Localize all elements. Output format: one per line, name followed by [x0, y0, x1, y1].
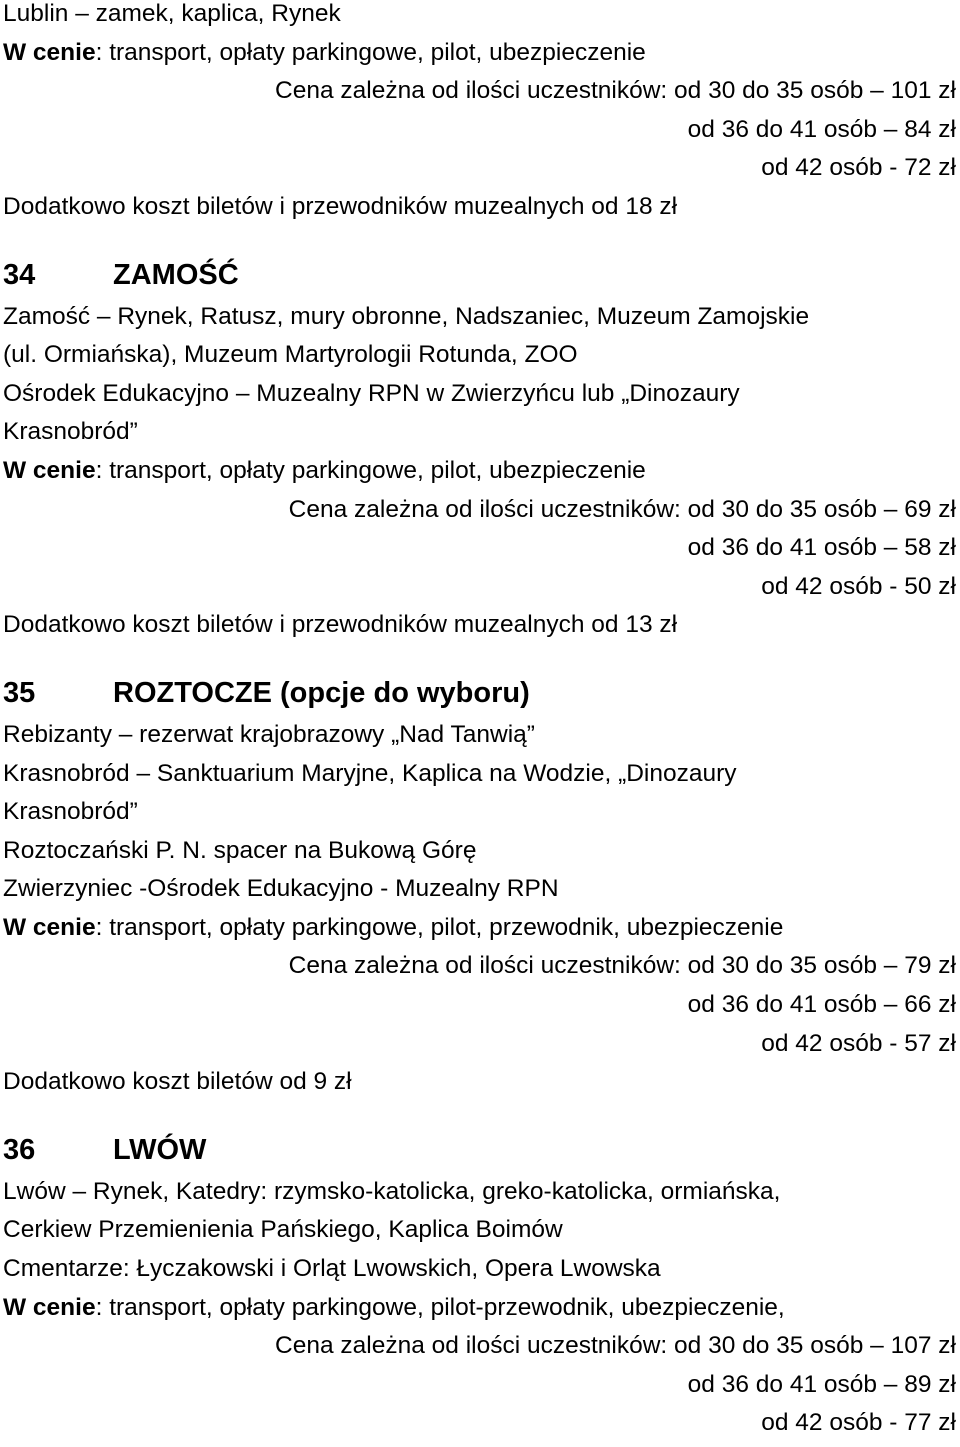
price-includes-text: : transport, opłaty parkingowe, pilot, ubezpieczenie: [95, 38, 646, 66]
section-lublin: [3, 0, 960, 227]
price-line: od 36 do 41 osób – 89 zł: [687, 1370, 956, 1398]
description-line: Ośrodek Edukacyjno – Muzealny RPN w Zwierzyńcu lub „Dinozaury: [3, 379, 740, 407]
section-roztocze: [3, 671, 960, 1102]
description-line: Roztoczański P. N. spacer na Bukową Górę: [3, 836, 477, 864]
section-number: 35: [3, 676, 36, 709]
price-line: Cena zależna od ilości uczestników: od 30 do 35 osób – 101 zł: [275, 77, 956, 105]
section-heading: [3, 671, 960, 716]
price-includes-text: : transport, opłaty parkingowe, pilot, przewodnik, ubezpieczenie: [95, 913, 784, 941]
price-includes: [3, 34, 960, 73]
price-includes-text: : transport, opłaty parkingowe, pilot, ubezpieczenie: [95, 456, 646, 484]
price-includes-label: W cenie: [3, 456, 96, 484]
description-line: Lublin – zamek, kaplica, Rynek: [3, 0, 341, 27]
section-title: ROZTOCZE (opcje do wyboru): [113, 676, 530, 709]
description-line: Krasnobród – Sanktuarium Maryjne, Kaplica na Wodzie, „Dinozaury: [3, 759, 737, 787]
section-zamosc: [3, 253, 960, 645]
description-line: Cmentarze: Łyczakowski i Orląt Lwowskich, Opera Lwowska: [3, 1255, 661, 1283]
price-includes: [3, 909, 960, 948]
section-number: 36: [3, 1133, 36, 1166]
description-line: Lwów – Rynek, Katedry: rzymsko-katolicka, greko-katolicka, ormiańska,: [3, 1177, 781, 1205]
section-number: 34: [3, 258, 36, 291]
extra-cost: Dodatkowo koszt biletów od 9 zł: [3, 1068, 352, 1096]
price-line: od 42 osób - 50 zł: [761, 572, 956, 600]
price-line: od 42 osób - 77 zł: [761, 1409, 956, 1437]
description-line: Zamość – Rynek, Ratusz, mury obronne, Nadszaniec, Muzeum Zamojskie: [3, 302, 810, 330]
description-line: Cerkiew Przemienienia Pańskiego, Kaplica Boimów: [3, 1216, 563, 1244]
price-includes-text: : transport, opłaty parkingowe, pilot-przewodnik, ubezpieczenie,: [95, 1293, 785, 1321]
section-title: ZAMOŚĆ: [113, 258, 239, 291]
price-line: Cena zależna od ilości uczestników: od 30 do 35 osób – 79 zł: [288, 952, 956, 980]
price-line: od 36 do 41 osób – 58 zł: [687, 534, 956, 562]
section-lwow: [3, 1128, 960, 1443]
section-heading: [3, 253, 960, 298]
section-heading: [3, 1128, 960, 1173]
price-line: od 42 osób - 72 zł: [761, 154, 956, 182]
description-line: Krasnobród”: [3, 798, 138, 826]
price-includes: [3, 1289, 960, 1328]
price-includes: [3, 452, 960, 491]
price-line: Cena zależna od ilości uczestników: od 30 do 35 osób – 107 zł: [275, 1332, 956, 1360]
description-line: Zwierzyniec -Ośrodek Edukacyjno - Muzealny RPN: [3, 875, 559, 903]
price-line: od 42 osób - 57 zł: [761, 1029, 956, 1057]
price-line: Cena zależna od ilości uczestników: od 30 do 35 osób – 69 zł: [288, 495, 956, 523]
section-title: LWÓW: [113, 1133, 207, 1166]
description-line: Krasnobród”: [3, 418, 138, 446]
description-line: (ul. Ormiańska), Muzeum Martyrologii Rotunda, ZOO: [3, 341, 578, 369]
price-includes-label: W cenie: [3, 1293, 96, 1321]
price-line: od 36 do 41 osób – 66 zł: [687, 991, 956, 1019]
price-includes-label: W cenie: [3, 38, 96, 66]
extra-cost: Dodatkowo koszt biletów i przewodników muzealnych od 18 zł: [3, 192, 678, 220]
description-line: Rebizanty – rezerwat krajobrazowy „Nad Tanwią”: [3, 720, 535, 748]
price-includes-label: W cenie: [3, 913, 96, 941]
extra-cost: Dodatkowo koszt biletów i przewodników muzealnych od 13 zł: [3, 611, 678, 639]
price-line: od 36 do 41 osób – 84 zł: [687, 115, 956, 143]
